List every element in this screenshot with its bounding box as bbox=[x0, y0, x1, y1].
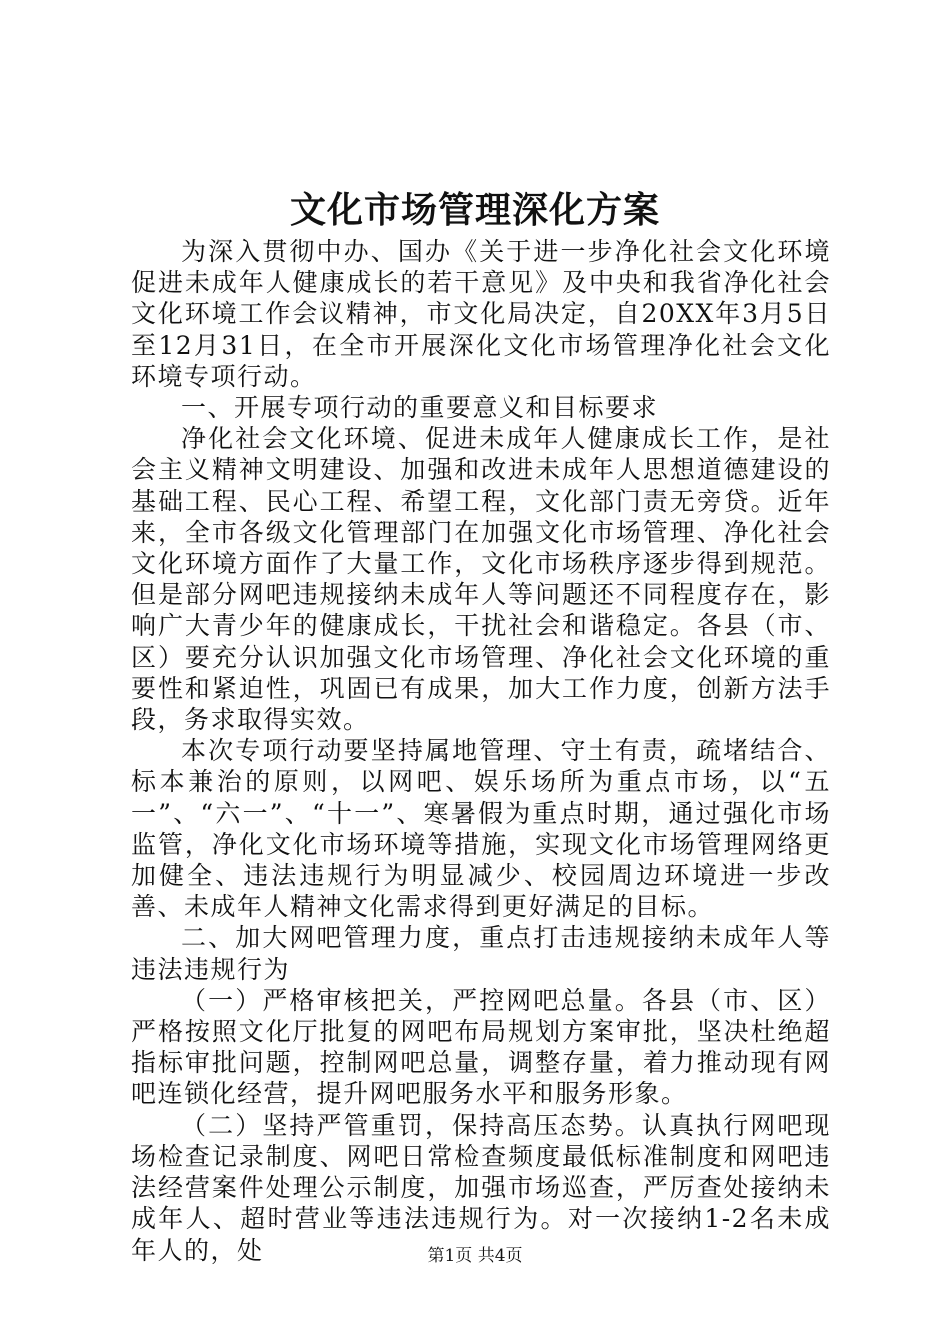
page-footer: 第1页 共4页 bbox=[427, 1246, 523, 1266]
section-heading-2: 二、加大网吧管理力度，重点打击违规接纳未成年人等违法违规行为 bbox=[131, 923, 831, 984]
paragraph-significance: 净化社会文化环境、促进未成年人健康成长工作，是社会主义精神文明建设、加强和改进未成年人思想道德建设的基础工程、民心工程、希望工程，文化部门责无旁贷。近年来，全市各级文化管理部门在加强文化市场管理、净化社会文化环境方面作了大量工作，文化市场秩序逐步得到规范。但是部分网吧违规接纳未成年人等问题还不同程度存在，影响广大青少年的健康成长，干扰社会和谐稳定。各县（市、区）要充分认识加强文化市场管理、净化社会文化环境的重要性和紧迫性，巩固已有成果，加大工作力度，创新方法手段，务求取得实效。 bbox=[131, 424, 831, 735]
document-body bbox=[131, 236, 831, 1266]
section-heading-1: 一、开展专项行动的重要意义和目标要求 bbox=[181, 393, 659, 423]
paragraph-principles: 本次专项行动要坚持属地管理、守土有责，疏堵结合、标本兼治的原则，以网吧、娱乐场所为重点市场，以“五一”、“六一”、“十一”、寒暑假为重点时期，通过强化市场监管，净化文化市场环境等措施，实现文化市场管理网络更加健全、违法违规行为明显减少、校园周边环境进一步改善、未成年人精神文化需求得到更好满足的目标。 bbox=[131, 736, 831, 922]
paragraph-item-2: （二）坚持严管重罚，保持高压态势。认真执行网吧现场检查记录制度、网吧日常检查频度最低标准制度和网吧违法经营案件处理公示制度，加强市场巡查，严厉查处接纳未成年人、超时营业等违法违规行为。对一次接纳1-2名未成年人的，处 bbox=[131, 1110, 831, 1265]
paragraph-intro: 为深入贯彻中办、国办《关于进一步净化社会文化环境促进未成年人健康成长的若干意见》及中央和我省净化社会文化环境工作会议精神，市文化局决定，自20XX年3月5日至12月31日，在全市开展深化文化市场管理净化社会文化环境专项行动。 bbox=[131, 237, 831, 391]
paragraph-item-1: （一）严格审核把关，严控网吧总量。各县（市、区）严格按照文化厅批复的网吧布局规划方案审批，坚决杜绝超指标审批问题，控制网吧总量，调整存量，着力推动现有网吧连锁化经营，提升网吧服务水平和服务形象。 bbox=[131, 985, 831, 1109]
document-title: 文化市场管理深化方案 bbox=[289, 189, 660, 231]
